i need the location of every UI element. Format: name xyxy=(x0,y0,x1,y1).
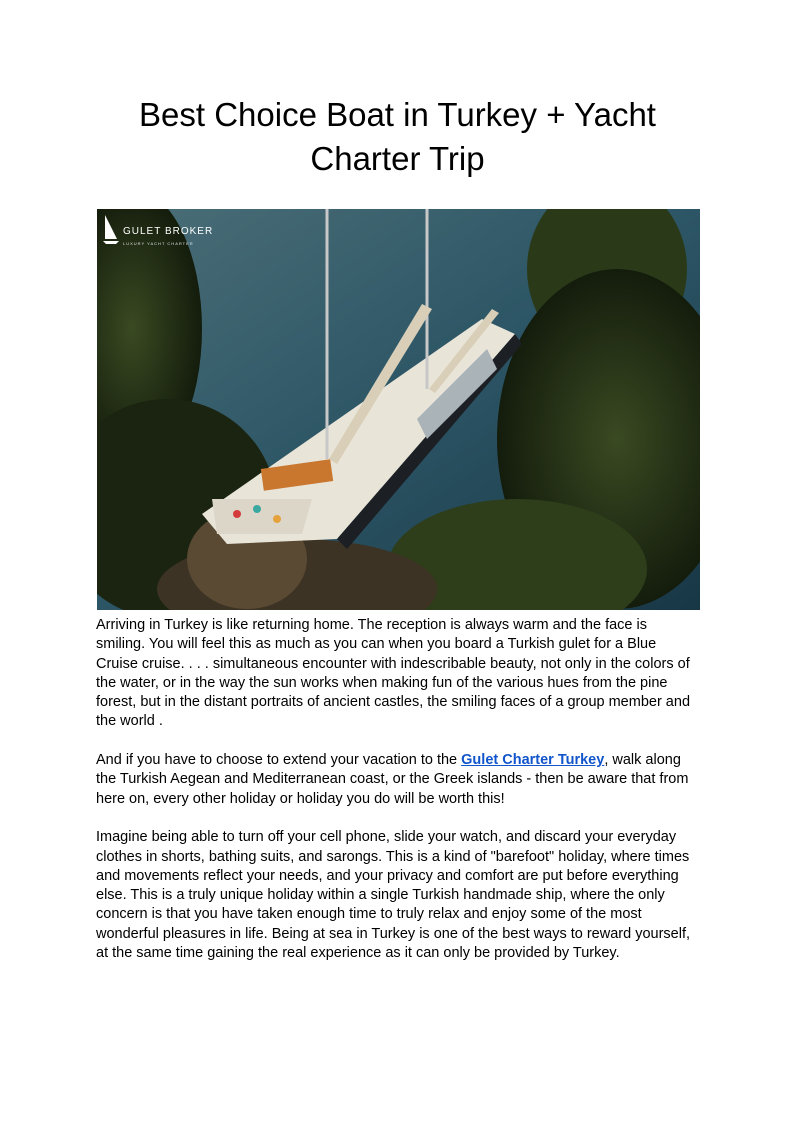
paragraph-2-tail: , walk along the Turkish Aegean and Mediterranean coast, or the Greek islands - then be aware that from here on, every other holiday or holiday you do will be worth this! xyxy=(96,752,689,807)
paragraph-2 xyxy=(96,751,700,809)
article-body xyxy=(96,616,700,983)
brand-logo xyxy=(123,221,213,246)
paragraph-3: Imagine being able to turn off your cell phone, slide your watch, and discard your everyday clothes in shorts, bathing suits, and sarongs. This is a kind of "barefoot" holiday, where times and movements reflect your needs, and your privacy and comfort are put before everything else. This is a truly unique holiday within a single Turkish handmade ship, where the only concern is that you have taken enough time to truly relax and enjoy some of the most wonderful pleasures in life. Being at sea in Turkey is one of the best ways to reward yourself, at the same time gaining the real experience as it can only be provided by Turkey. xyxy=(96,829,691,962)
page-title: Best Choice Boat in Turkey + Yacht Charter Trip xyxy=(139,96,656,177)
paragraph-2-lead: And if you have to choose to extend your vacation to the xyxy=(96,752,462,769)
yacht-photo xyxy=(97,209,700,610)
logo-subtext: LUXURY YACHT CHARTER xyxy=(123,241,194,246)
hero-image xyxy=(97,209,700,610)
paragraph-1: Arriving in Turkey is like returning home. The reception is always warm and the face is smiling. You will feel this as much as you can when you board a Turkish gulet for a Blue Cruise cruise. . . . simultaneous encounter with indescribable beauty, not only in the colors of the water, or in the way the sun works when making fun of the various hues from the pine forest, but in the distant portraits of ancient castles, the smiling faces of a group member and the world . xyxy=(96,617,691,730)
gulet-charter-turkey-link[interactable]: Gulet Charter Turkey xyxy=(461,752,605,769)
logo-text: GULET BROKER xyxy=(123,226,214,237)
